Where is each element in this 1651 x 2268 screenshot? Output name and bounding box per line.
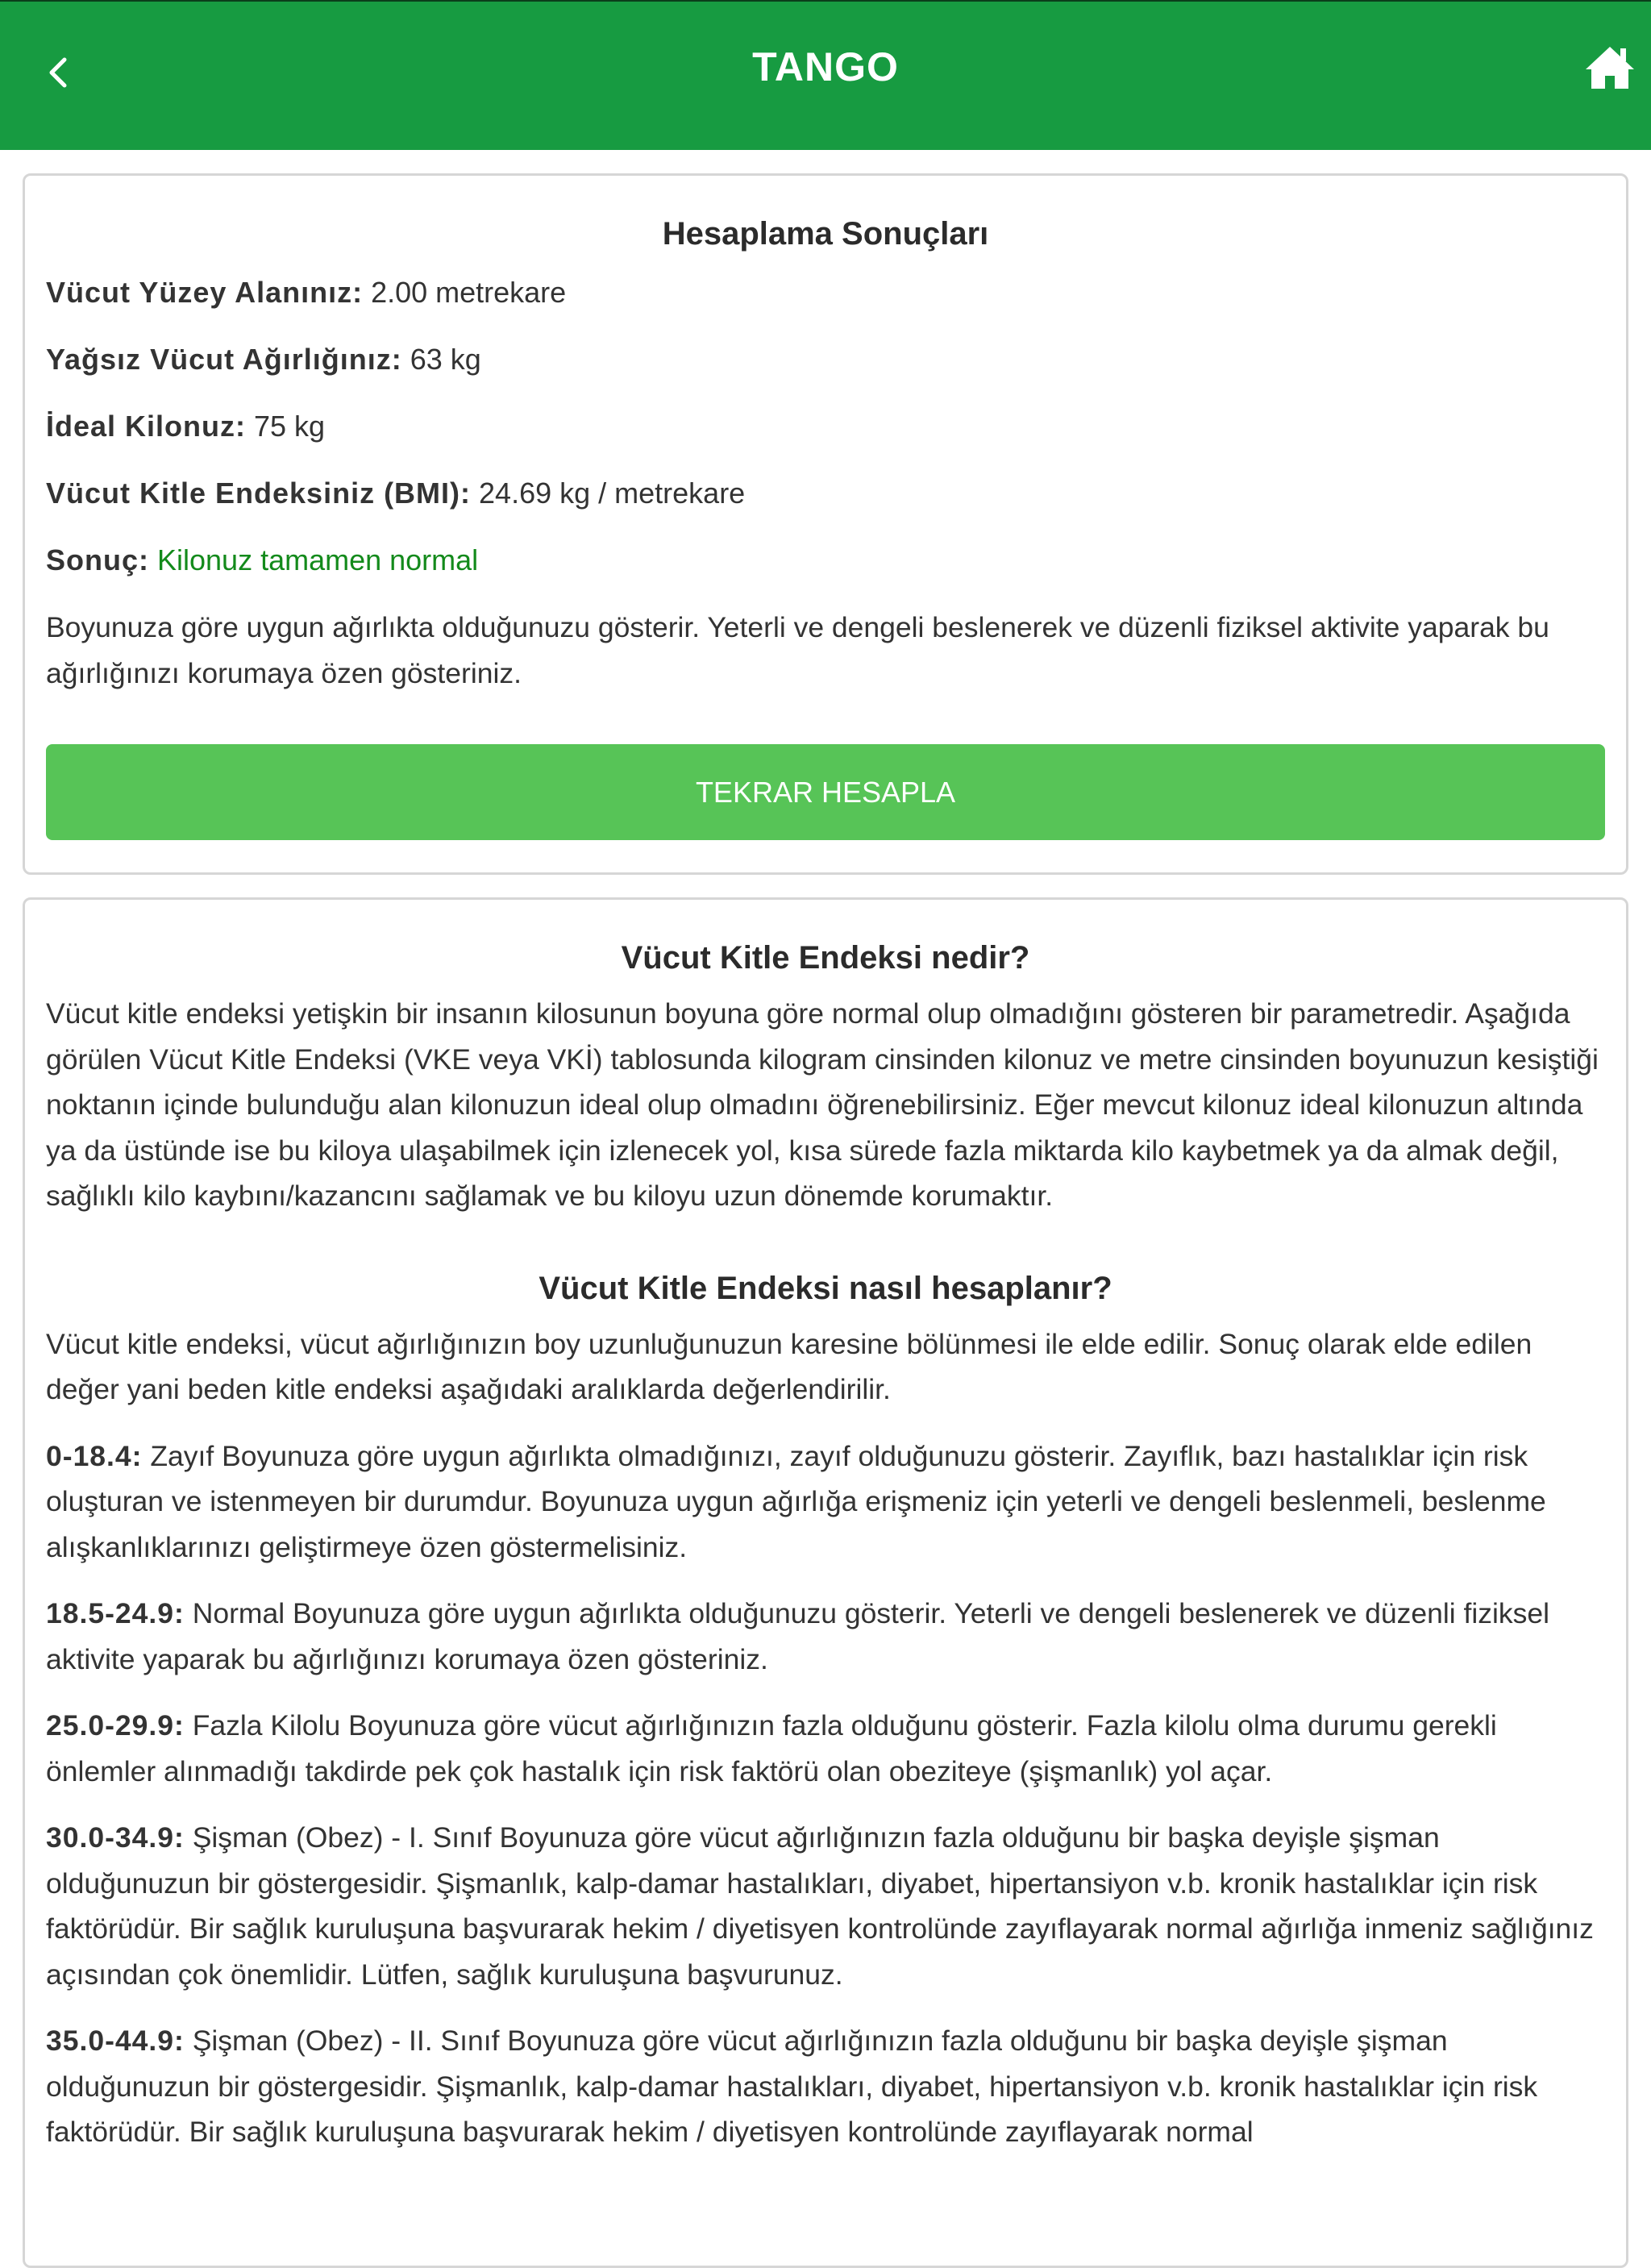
app-header: [0, 0, 1651, 150]
row-value: 24.69 kg / metrekare: [471, 476, 746, 510]
result-row-ideal-weight: [46, 404, 1605, 449]
bmi-range-item: [46, 2018, 1605, 2155]
range-label: 30.0-34.9:: [46, 1821, 185, 1854]
results-title: Hesaplama Sonuçları: [662, 216, 989, 252]
results-card: [23, 173, 1628, 875]
recalculate-button[interactable]: TEKRAR HESAPLA: [46, 744, 1605, 840]
bmi-range-item: [46, 1815, 1605, 1997]
row-value: 75 kg: [246, 410, 326, 443]
row-label: İdeal Kilonuz:: [46, 410, 246, 443]
info-heading-what: Vücut Kitle Endeksi nedir?: [621, 940, 1030, 976]
result-row-bmi: [46, 471, 1605, 516]
range-label: 35.0-44.9:: [46, 2025, 185, 2057]
bmi-range-item: [46, 1434, 1605, 1571]
info-paragraph-what: Vücut kitle endeksi yetişkin bir insanın kilosunun boyuna göre normal olup olmadığını gösteren bir parametredir. Aşağıda görülen Vücut Kitle Endeksi (VKE veya VKİ) tablosunda kilogram cinsinden kilonuz ve metre cinsinden boyunuzun kesiştiği noktanın içinde bulunduğu alan kilonuzun ideal olup olmadını öğrenebilirsiniz. Eğer mevcut kilonuz ideal kilonuzun altında ya da üstünde ise bu kiloya ulaşabilmek için izlenecek yol, kısa sürede fazla miktarda kilo kaybetmek ya da almak değil, sağlıklı kilo kaybını/kazancını sağlamak ve bu kiloyu uzun dönemde korumaktır.: [46, 997, 1599, 1212]
app-title: TANGO: [752, 44, 899, 89]
row-value: 2.00 metrekare: [363, 276, 567, 309]
range-text: Şişman (Obez) - II. Sınıf Boyunuza göre vücut ağırlığınızın fazla olduğunu bir başka deyişle şişman olduğunuzun bir göstergesidir. Şişmanlık, kalp-damar hastalıkları, diyabet, hipertansiyon v.b. kronik hastalıklar için risk faktörüdür. Bir sağlık kuruluşuna başvurarak hekim / diyetisyen kontrolünde zayıflayarak normal: [46, 2025, 1538, 2148]
bmi-range-item: [46, 1703, 1605, 1794]
home-button[interactable]: [1583, 44, 1636, 92]
result-description: Boyunuza göre uygun ağırlıkta olduğunuzu gösterir. Yeterli ve dengeli beslenerek ve düzenli fiziksel aktivite yaparak bu ağırlığınızı korumaya özen gösteriniz.: [46, 611, 1549, 689]
info-heading-how: Vücut Kitle Endeksi nasıl hesaplanır?: [539, 1270, 1112, 1306]
result-row-body-surface: [46, 270, 1605, 315]
range-label: 18.5-24.9:: [46, 1597, 185, 1629]
row-label: Vücut Kitle Endeksiniz (BMI):: [46, 476, 472, 510]
row-label: Yağsız Vücut Ağırlığınız:: [46, 343, 402, 376]
range-label: 25.0-29.9:: [46, 1709, 185, 1742]
result-row-outcome: [46, 538, 1605, 583]
row-label: Sonuç:: [46, 543, 149, 576]
info-card: [23, 897, 1628, 2268]
range-label: 0-18.4:: [46, 1439, 143, 1472]
row-value: 63 kg: [401, 343, 481, 376]
result-row-lean-mass: [46, 337, 1605, 382]
outcome-value: Kilonuz tamamen normal: [149, 543, 479, 576]
home-icon: [1583, 44, 1636, 92]
range-text: Şişman (Obez) - I. Sınıf Boyunuza göre vücut ağırlığınızın fazla olduğunu bir başka deyişle şişman olduğunuzun bir göstergesidir. Şişmanlık, kalp-damar hastalıkları, diyabet, hipertansiyon v.b. kronik hastalıklar için risk faktörüdür. Bir sağlık kuruluşuna başvurarak hekim / diyetisyen kontrolünde zayıflayarak normal ağırlığa inmeniz sağlığınız açısından çok önemlidir. Lütfen, sağlık kuruluşuna başvurunuz.: [46, 1821, 1594, 1991]
range-text: Normal Boyunuza göre uygun ağırlıkta olduğunuzu gösterir. Yeterli ve dengeli beslenerek ve düzenli fiziksel aktivite yaparak bu ağırlığınızı korumaya özen gösteriniz.: [46, 1597, 1550, 1675]
range-text: Fazla Kilolu Boyunuza göre vücut ağırlığınızın fazla olduğunu gösterir. Fazla kilolu olma durumu gerekli önlemler alınmadığı takdirde pek çok hastalık için risk faktörü olan obeziteye (şişmanlık) yol açar.: [46, 1709, 1497, 1787]
range-text: Zayıf Boyunuza göre uygun ağırlıkta olmadığınızı, zayıf olduğunuzu gösterir. Zayıflık, bazı hastalıklar için risk oluşturan ve istenmeyen bir durumdur. Boyunuza uygun ağırlığa erişmeniz için yeterli ve dengeli beslenmeli, beslenme alışkanlıklarınızı geliştirmeye özen göstermelisiniz.: [46, 1439, 1546, 1563]
row-label: Vücut Yüzey Alanınız:: [46, 276, 364, 309]
bmi-range-item: [46, 1591, 1605, 1682]
info-paragraph-how: Vücut kitle endeksi, vücut ağırlığınızın boy uzunluğunuzun karesine bölünmesi ile elde edilir. Sonuç olarak elde edilen değer yani beden kitle endeksi aşağıdaki aralıklarda değerlendirilir.: [46, 1327, 1532, 1405]
